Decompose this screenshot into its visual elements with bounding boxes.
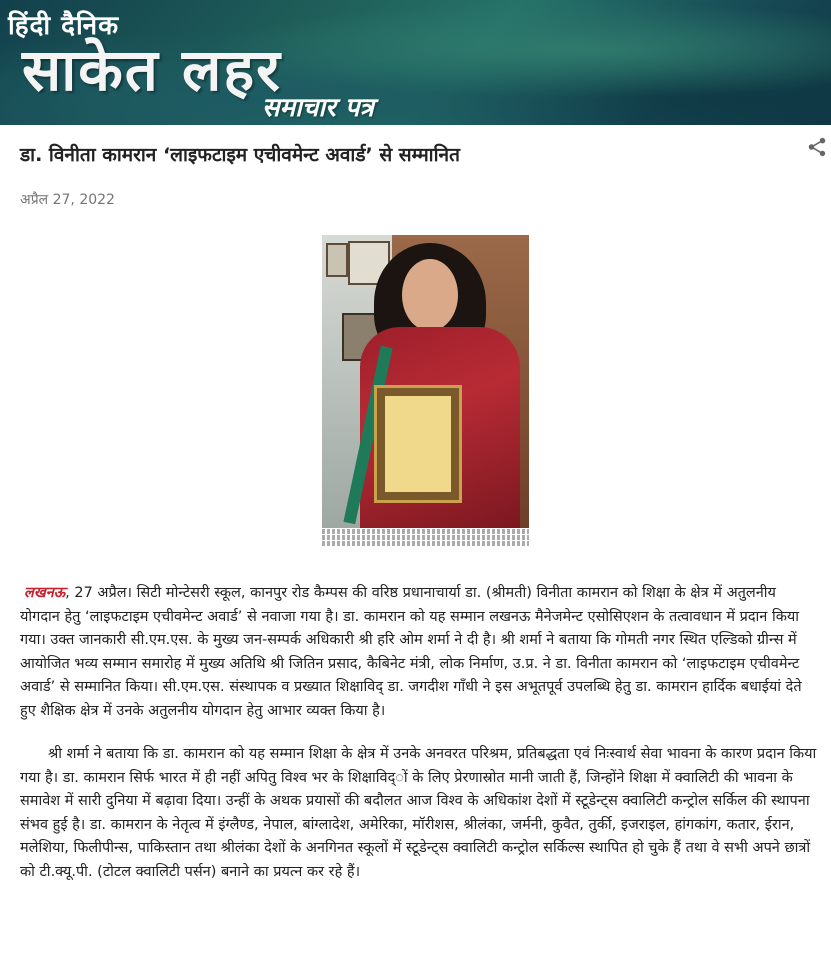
header-tagline: हिंदी दैनिक: [8, 11, 120, 41]
post-dateline: लखनऊ: [24, 585, 66, 601]
post-paragraph-text: , 27 अप्रैल। सिटी मोन्टेसरी स्कूल, कानपुर रोड कैम्पस की वरिष्ठ प्रधानाचार्या डा. (श्रीमती) विनीता कामरान को शिक्षा के क्षेत्र में अतुलनीय योगदान हेतु ‘लाइफटाइम एचीवमेन्ट अवार्ड’ से नवाजा गया है। डा. कामरान को यह सम्मान लखनऊ मैनेजमेन्ट एसोसिएशन के तत्वावधान में प्रदान किया गया। उक्त जानकारी सी.एम.एस. के मुख्य जन-सम्पर्क अधिकारी श्री हरि ओम शर्मा ने दी है। श्री शर्मा ने बताया कि गोमती नगर स्थित एल्डिको ग्रीन्स में आयोजित भव्य सम्मान समारोह में मुख्य अतिथि श्री जितिन प्रसाद, कैबिनेट मंत्री, लोक निर्माण, उ.प्र. ने डा. विनीता कामरान को ‘लाइफटाइम एचीवमेन्ट अवार्ड’ से सम्मानित किया। सी.एम.एस. संस्थापक व प्रख्यात शिक्षाविद् डा. जगदीश गाँधी ने इस अभूतपूर्व उपलब्धि हेतु डा. कामरान हार्दिक बधाईयां देते हुए शैक्षिक क्षेत्र में उनके अतुलनीय योगदान हेतु आभार व्यक्त किया है।: [20, 585, 802, 719]
post-date: अप्रैल 27, 2022: [20, 192, 115, 208]
post-title: डा. विनीता कामरान ‘लाइफटाइम एचीवमेन्ट अवार्ड’ से सम्मानित: [20, 144, 460, 166]
post-photo[interactable]: [322, 235, 529, 528]
caption-line: [322, 541, 529, 546]
blog-header-banner[interactable]: [0, 0, 831, 125]
caption-line: [322, 535, 529, 540]
header-subtitle: समाचार पत्र: [262, 93, 374, 123]
photo-award-certificate: [385, 396, 451, 492]
caption-line: [322, 529, 529, 534]
post-body: [20, 582, 820, 904]
share-button[interactable]: [806, 136, 828, 158]
photo-award-plaque: [374, 385, 462, 503]
header-title[interactable]: साकेत लहर: [22, 36, 282, 104]
photo-caption-strip: [322, 528, 529, 552]
post-paragraph: [20, 582, 820, 723]
post-paragraph: श्री शर्मा ने बताया कि डा. कामरान को यह सम्मान शिक्षा के क्षेत्र में उनके अनवरत परिश्रम, प्रतिबद्धता एवं निःस्वार्थ सेवा भावना के कारण प्रदान किया गया है। डा. कामरान सिर्फ भारत में ही नहीं अपितु विश्व भर के शिक्षाविद्ों के लिए प्रेरणास्रोत मानी जाती हैं, जिन्होंने शिक्षा में क्वालिटी की भावना के समावेश में सारी दुनिया में बढ़ावा दिया। उन्हीं के अथक प्रयासों की बदौलत आज विश्व के अधिकांश देशों में स्टूडेन्ट्स क्वालिटी कन्ट्रोल सर्किल की स्थापना संभव हुई है। डा. कामरान के नेतृत्व में इंग्लैण्ड, नेपाल, बांग्लादेश, अमेरिका, मॉरीशस, श्रीलंका, जर्मनी, कुवैत, तुर्की, इजराइल, हांगकांग, कतार, ईरान, मलेशिया, फिलीपीन्स, पाकिस्तान तथा श्रीलंका देशों के अनगिनत स्कूलों में स्टूडेन्ट्स क्वालिटी कन्ट्रोल सर्किल्स स्थापित हो चुके हैं तथा वे सभी अपने छात्रों को टी.क्यू.पी. (टोटल क्वालिटी पर्सन) बनाने का प्रयत्न कर रहे हैं।: [20, 746, 817, 880]
photo-person-face: [402, 259, 458, 331]
share-icon: [806, 136, 828, 158]
photo-frame: [326, 243, 348, 277]
